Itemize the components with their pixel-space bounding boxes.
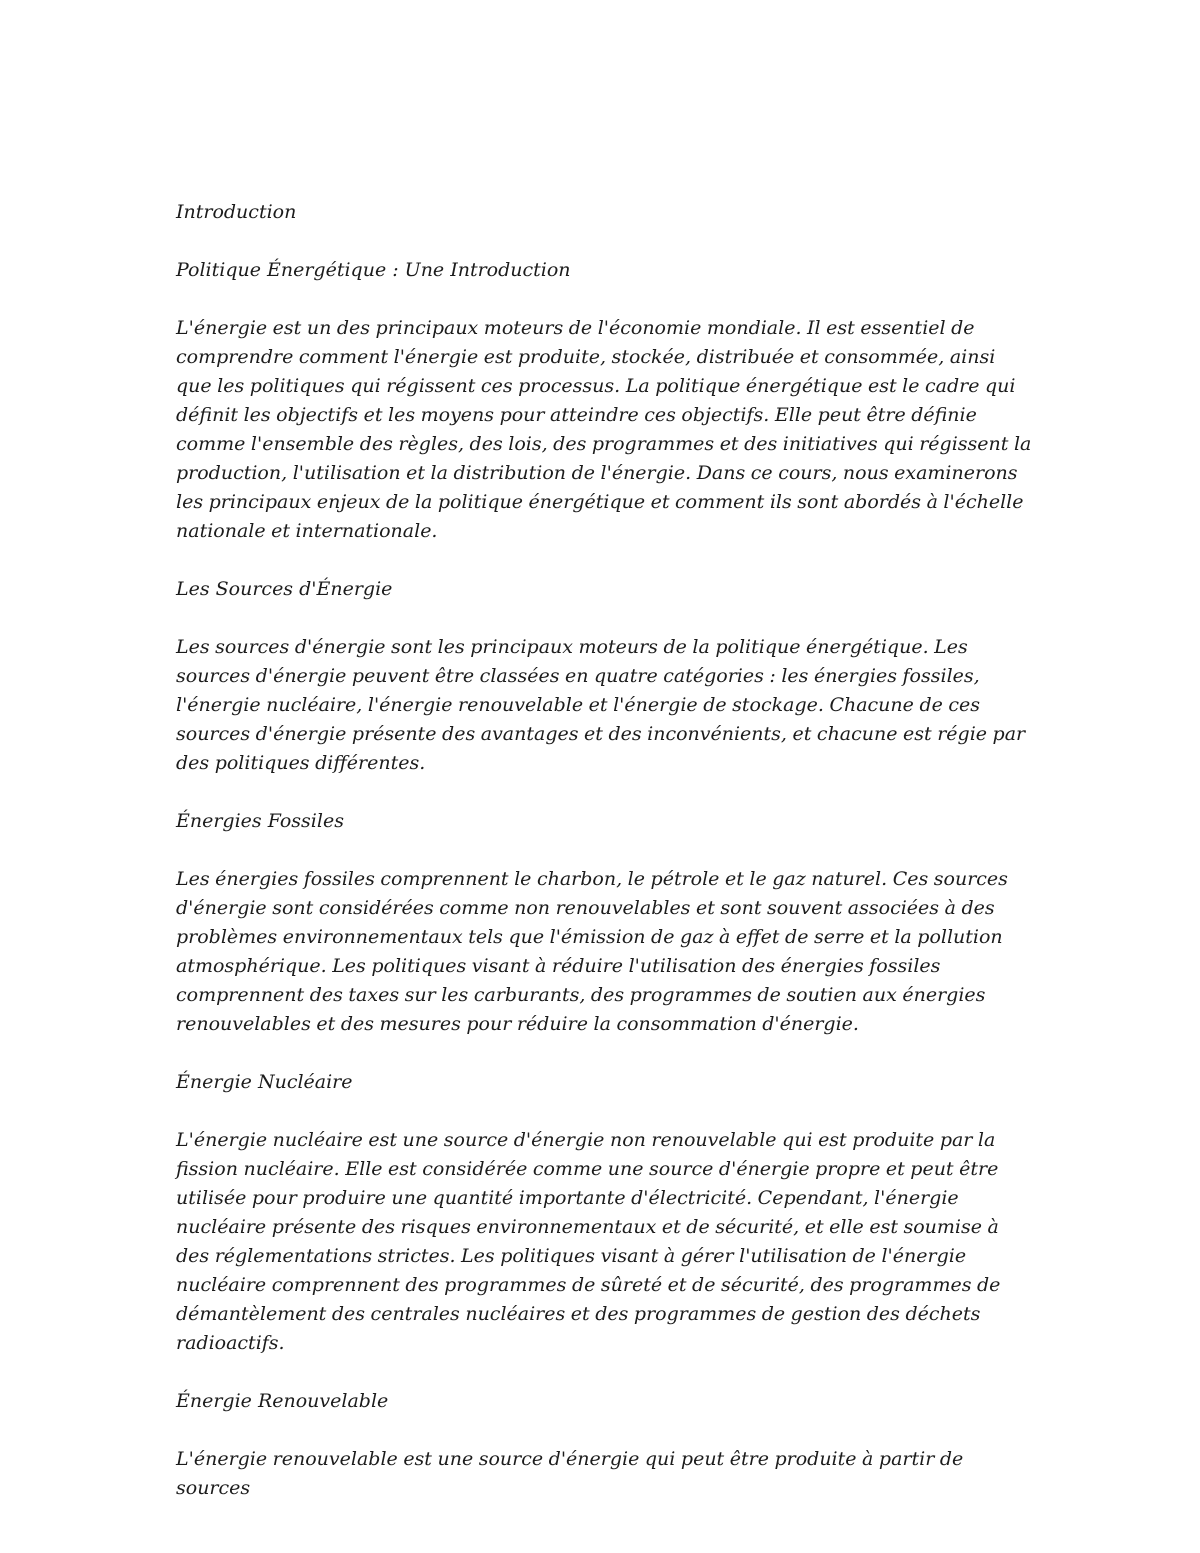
section-heading-nuclear-energy: Énergie Nucléaire xyxy=(176,1071,353,1093)
section-heading-renewable-energy: Énergie Renouvelable xyxy=(176,1390,389,1412)
intro-paragraph: L'énergie est un des principaux moteurs de l'économie mondiale. Il est essentiel de comprendre comment l'énergie est produite, stockée, distribuée et consommée, ainsi que les politiques qui régissent ces processus. La politique énergétique est le cadre qui définit les objectifs et les moyens pour atteindre ces objectifs. Elle peut être définie comme l'ensemble des règles, des lois, des programmes et des initiatives qui régissent la production, l'utilisation et la distribution de l'énergie. Dans ce cours, nous examinerons les principaux enjeux de la politique énergétique et comment ils sont abordés à l'échelle nationale et internationale. xyxy=(176,317,1032,542)
section-heading-fossil-fuels: Énergies Fossiles xyxy=(176,810,344,832)
energy-sources-paragraph: Les sources d'énergie sont les principaux moteurs de la politique énergétique. Les sources d'énergie peuvent être classées en quatre catégories : les énergies fossiles, l'énergie nucléaire, l'énergie renouvelable et l'énergie de stockage. Chacune de ces sources d'énergie présente des avantages et des inconvénients, et chacune est régie par des politiques différentes. xyxy=(176,636,1026,774)
document-body xyxy=(176,198,1036,1532)
section-heading-introduction: Introduction xyxy=(176,201,297,223)
document-title: Politique Énergétique : Une Introduction xyxy=(176,259,571,281)
fossil-fuels-paragraph: Les énergies fossiles comprennent le charbon, le pétrole et le gaz naturel. Ces sources d'énergie sont considérées comme non renouvelables et sont souvent associées à des problèmes environnementaux tels que l'émission de gaz à effet de serre et la pollution atmosphérique. Les politiques visant à réduire l'utilisation des énergies fossiles comprennent des taxes sur les carburants, des programmes de soutien aux énergies renouvelables et des mesures pour réduire la consommation d'énergie. xyxy=(176,868,1008,1035)
renewable-energy-paragraph: L'énergie renouvelable est une source d'énergie qui peut être produite à partir de sources xyxy=(176,1448,964,1499)
section-heading-energy-sources: Les Sources d'Énergie xyxy=(176,578,393,600)
nuclear-energy-paragraph: L'énergie nucléaire est une source d'énergie non renouvelable qui est produite par la fission nucléaire. Elle est considérée comme une source d'énergie propre et peut être utilisée pour produire une quantité importante d'électricité. Cependant, l'énergie nucléaire présente des risques environnementaux et de sécurité, et elle est soumise à des réglementations strictes. Les politiques visant à gérer l'utilisation de l'énergie nucléaire comprennent des programmes de sûreté et de sécurité, des programmes de démantèlement des centrales nucléaires et des programmes de gestion des déchets radioactifs. xyxy=(176,1129,1001,1354)
